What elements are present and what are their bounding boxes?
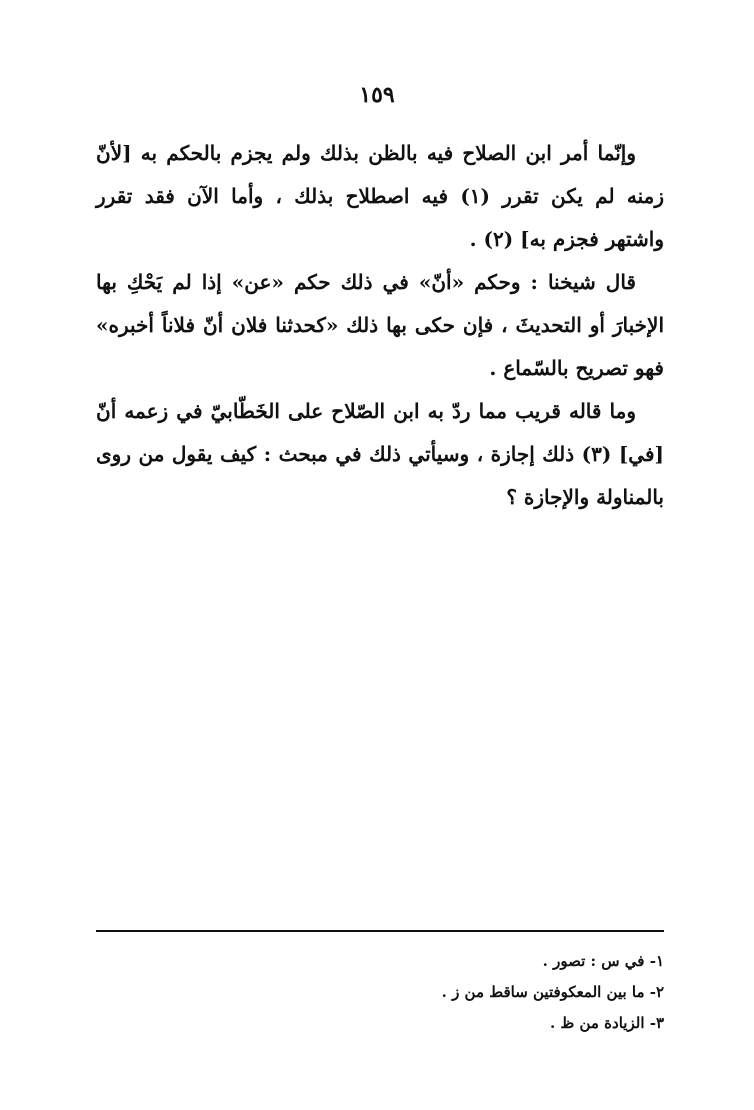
footnote-divider (96, 930, 664, 932)
paragraph-2: قال شيخنا : وحكم «أنّ» في ذلك حكم «عن» إذا لم يَحْكِ بها الإخبارَ أو التحديثَ ، فإن حكى بها ذلك «كحدثنا فلان أنّ فلاناً أخبره» فهو تصريح بالسّماع . (96, 270, 664, 380)
page-number: ١٥٩ (359, 82, 395, 108)
footnote-3: ٣- الزيادة من ظ . (549, 1014, 664, 1032)
paragraph-1: وإنّما أمر ابن الصلاح فيه بالظن بذلك ولم يجزم بالحكم به [لأنّ زمنه لم يكن تقرر (١) فيه اصطلاح بذلك ، وأما الآن فقد تقرر واشتهر فجزم به] (٢) . (96, 141, 664, 251)
footnote-1: ١- في س : تصور . (542, 952, 664, 970)
footnote-2: ٢- ما بين المعكوفتين ساقط من ز . (441, 983, 664, 1001)
paragraph-3: وما قاله قريب مما ردّ به ابن الصّلاح على الخَطّابيّ في زعمه أنّ [في] (٣) ذلك إجازة ، وسيأتي ذلك في مبحث : كيف يقول من روى بالمناولة والإجازة ؟ (96, 399, 664, 509)
main-text (96, 132, 664, 519)
footnotes (96, 946, 664, 1039)
